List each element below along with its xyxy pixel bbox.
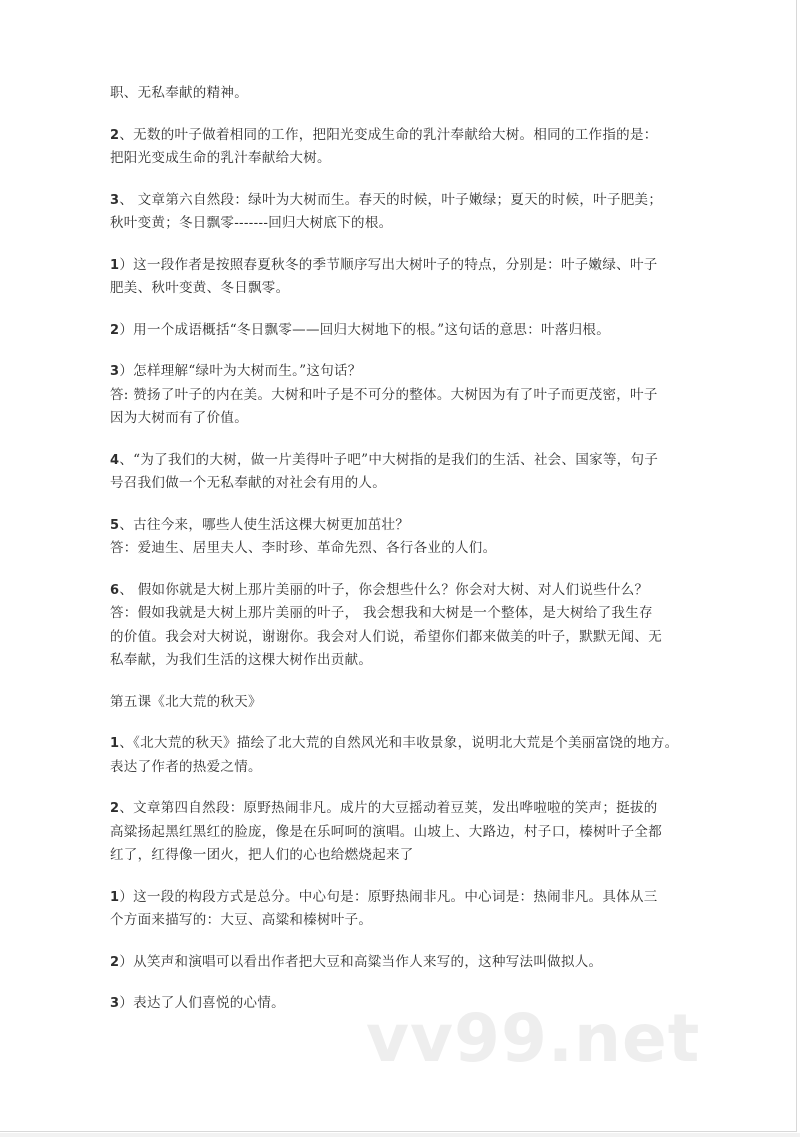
line-text: 答：爱迪生、居里夫人、李时珍、革命先烈、各行各业的人们。	[110, 540, 497, 556]
line-text: 、古往今来，哪些人使生活这棵大树更加茁壮？	[119, 516, 410, 533]
item-number: 3	[110, 996, 120, 1011]
line-text: 第五课《北大荒的秋天》	[110, 693, 262, 710]
text-line	[110, 537, 696, 561]
line-text: 因为大树而有了价值。	[110, 410, 248, 426]
line-text: ）这一段作者是按照春夏秋冬的季节顺序写出大树叶子的特点，分别是：叶子嫩绿、叶子	[119, 256, 658, 273]
text-line	[110, 189, 696, 213]
text-line	[110, 909, 696, 933]
text-line	[110, 472, 696, 496]
line-text: 私奉献，为我们生活的这棵大树作出贡献。	[110, 652, 373, 668]
text-line	[110, 649, 696, 673]
text-line	[110, 124, 696, 148]
item-number: 2	[110, 322, 120, 338]
item-number: 3	[110, 364, 120, 379]
line-text: 答: 赞扬了叶子的内在美。大树和叶子是不可分的整体。大树因为有了叶子而更茂密，叶子	[110, 386, 658, 403]
paragraph	[110, 514, 696, 561]
page-bottom-edge	[0, 1133, 800, 1137]
text-line	[110, 797, 696, 821]
text-line	[110, 579, 696, 603]
line-text: 、无数的叶子做着相同的工作，把阳光变成生命的乳汁奉献给大树。相同的工作指的是：	[119, 126, 658, 143]
line-text: 、“为了我们的大树，做一片美得叶子吧”中大树指的是我们的生活、社会、国家等，句子	[119, 451, 659, 468]
line-text: 把阳光变成生命的乳汁奉献给大树。	[110, 150, 331, 166]
paragraph	[110, 449, 696, 496]
text-line	[110, 951, 696, 975]
line-text: ）表达了人们喜悦的心情。	[119, 995, 285, 1011]
line-text: 、文章第四自然段：原野热闹非凡。成片的大豆摇动着豆荚，发出哗啦啦的笑声；挺拔的	[119, 800, 658, 816]
text-line	[110, 732, 696, 756]
item-number: 1	[110, 889, 120, 905]
paragraph	[110, 732, 696, 779]
line-text: 职、无私奉献的精神。	[110, 85, 248, 101]
line-text: ）从笑声和演唱可以看出作者把大豆和高粱当作人来写的，这种写法叫做拟人。	[119, 953, 603, 970]
item-number: 2	[110, 127, 120, 143]
text-line	[110, 691, 696, 715]
item-number: 2	[110, 954, 120, 970]
watermark: vv99.net	[366, 1000, 701, 1077]
line-text: ）用一个成语概括“冬日飘零——回归大树地下的根。”这句话的意思：叶落归根。	[119, 321, 611, 338]
line-text: 答：假如我就是大树上那片美丽的叶子， 我会想我和大树是一个整体，是大树给了我生存	[110, 605, 653, 621]
text-line	[110, 384, 696, 408]
text-line	[110, 821, 696, 845]
text-line	[110, 602, 696, 626]
text-line	[110, 212, 696, 236]
line-text: 、 文章第六自然段：绿叶为大树而生。春天的时候，叶子嫩绿；夏天的时候，叶子肥美；	[119, 191, 663, 208]
line-text: 、《北大荒的秋天》描绘了北大荒的自然风光和丰收景象，说明北大荒是个美丽富饶的地方。	[119, 735, 679, 751]
paragraph	[110, 189, 696, 236]
text-line	[110, 626, 696, 650]
item-number: 1	[110, 736, 120, 751]
line-text: 个方面来描写的：大豆、高粱和榛树叶子。	[110, 912, 373, 928]
paragraph	[110, 797, 696, 868]
line-text: 表达了作者的热爱之情。	[110, 758, 262, 775]
text-line	[110, 319, 696, 343]
text-line	[110, 449, 696, 473]
paragraph	[110, 951, 696, 975]
text-line	[110, 82, 696, 106]
paragraph	[110, 124, 696, 171]
text-line	[110, 147, 696, 171]
text-line	[110, 360, 696, 384]
text-line	[110, 886, 696, 910]
item-number: 1	[110, 257, 120, 273]
line-text: 秋叶变黄；冬日飘零-------回归大树底下的根。	[110, 215, 393, 231]
text-line	[110, 514, 696, 538]
paragraph	[110, 319, 696, 343]
item-number: 6	[110, 582, 120, 598]
paragraph	[110, 254, 696, 301]
text-line	[110, 407, 696, 431]
line-text: 高粱扬起黑红黑红的脸庞，像是在乐呵呵的演唱。山坡上、大路边，村子口，榛树叶子全都	[110, 823, 662, 840]
line-text: 的价值。我会对大树说，谢谢你。我会对人们说，希望你们都来做美的叶子，默默无闻、无	[110, 628, 662, 645]
text-line	[110, 756, 696, 780]
paragraph	[110, 579, 696, 673]
line-text: 号召我们做一个无私奉献的对社会有用的人。	[110, 475, 386, 491]
text-line	[110, 277, 696, 301]
text-line	[110, 844, 696, 868]
text-line	[110, 254, 696, 278]
line-text: 、 假如你就是大树上那片美丽的叶子，你会想些什么？你会对大树、对人们说些什么？	[119, 581, 649, 598]
item-number: 5	[110, 517, 120, 533]
paragraph	[110, 360, 696, 431]
line-text: ）这一段的构段方式是总分。中心句是：原野热闹非凡。中心词是：热闹非凡。具体从三	[119, 888, 658, 905]
document-content	[110, 82, 696, 1034]
line-text: 肥美、秋叶变黄、冬日飘零。	[110, 280, 290, 296]
line-text: ）怎样理解“绿叶为大树而生。”这句话？	[119, 363, 362, 379]
item-number: 2	[110, 801, 120, 816]
paragraph	[110, 82, 696, 106]
item-number: 4	[110, 452, 120, 468]
paragraph	[110, 886, 696, 933]
paragraph	[110, 691, 696, 715]
line-text: 红了，红得像一团火，把人们的心也给燃烧起来了	[110, 847, 414, 863]
item-number: 3	[110, 192, 120, 208]
